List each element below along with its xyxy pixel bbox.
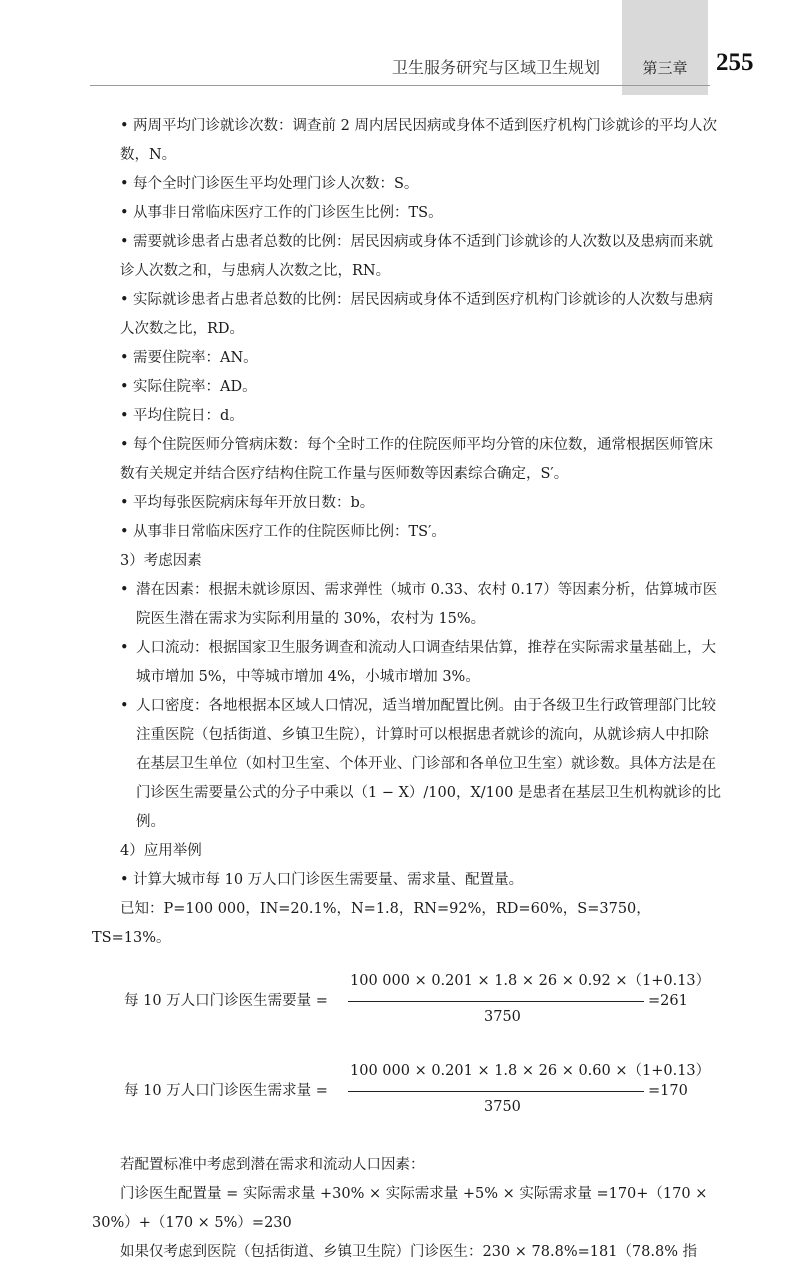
running-title: 卫生服务研究与区域卫生规划 <box>391 58 600 77</box>
list-item: • 潜在因素：根据未就诊原因、需求弹性（城市 0.33、农村 0.17）等因素分析，估算城市医院医生潜在需求为实际利用量的 30%，农村为 15%。 <box>92 576 722 634</box>
page-body <box>92 112 722 1267</box>
list-item: • 实际就诊患者占患者总数的比例：居民因病或身体不适到医疗机构门诊就诊的人次数与患病人次数之比，RD。 <box>92 286 722 344</box>
list-item: • 平均住院日：d。 <box>92 402 722 431</box>
list-item: • 需要住院率：AN。 <box>92 344 722 373</box>
formula-denominator: 3750 <box>484 1009 521 1025</box>
formula-denominator: 3750 <box>484 1099 521 1115</box>
given-values: 已知：P=100 000，IN=20.1%，N=1.8，RN=92%，RD=60%，S=3750，TS=13%。 <box>92 901 651 946</box>
chapter-tab <box>622 0 708 95</box>
page-header <box>0 0 800 95</box>
paragraph: 如果仅考虑到医院（包括街道、乡镇卫生院）门诊医生：230 × 78.8%=181（78.8% 指 <box>120 1244 698 1260</box>
formula-numerator: 100 000 × 0.201 × 1.8 × 26 × 0.92 ×（1+0.13） <box>350 973 711 989</box>
formula-lhs: 每 10 万人口门诊医生需求量 = <box>124 1083 328 1099</box>
formula-numerator: 100 000 × 0.201 × 1.8 × 26 × 0.60 ×（1+0.13） <box>350 1063 711 1079</box>
list-item: • 人口流动：根据国家卫生服务调查和流动人口调查结果估算，推荐在实际需求量基础上，大城市增加 5%，中等城市增加 4%，小城市增加 3%。 <box>92 634 722 692</box>
chapter-label: 第三章 <box>642 59 688 77</box>
formula-need <box>92 967 722 1037</box>
list-item: • 平均每张医院病床每年开放日数：b。 <box>92 489 722 518</box>
section-heading: 4）应用举例 <box>120 843 202 859</box>
paragraph: 若配置标准中考虑到潜在需求和流动人口因素： <box>120 1157 425 1173</box>
paragraph: 门诊医生配置量 = 实际需求量 +30% × 实际需求量 +5% × 实际需求量 =170+（170 × 30%）+（170 × 5%）=230 <box>92 1186 708 1231</box>
list-item: • 计算大城市每 10 万人口门诊医生需要量、需求量、配置量。 <box>92 866 722 895</box>
formula-result: =170 <box>648 1083 688 1099</box>
list-item: • 人口密度：各地根据本区域人口情况，适当增加配置比例。由于各级卫生行政管理部门比较注重医院（包括街道、乡镇卫生院），计算时可以根据患者就诊的流向，从就诊病人中扣除在基层卫生单位（如村卫生室、个体开业、门诊部和各单位卫生室）就诊数。具体方法是在门诊医生需要量公式的分子中乘以（1 − X）/100，X/100 是患者在基层卫生机构就诊的比例。 <box>92 692 722 837</box>
fraction-bar <box>348 1091 644 1092</box>
list-item: • 两周平均门诊就诊次数：调查前 2 周内居民因病或身体不适到医疗机构门诊就诊的平均人次数，N。 <box>92 112 722 170</box>
fraction-bar <box>348 1001 644 1002</box>
section-heading: 3）考虑因素 <box>120 553 202 569</box>
formula-result: =261 <box>648 993 688 1009</box>
formula-demand <box>92 1057 722 1127</box>
header-rule <box>90 85 710 86</box>
list-item: • 需要就诊患者占患者总数的比例：居民因病或身体不适到门诊就诊的人次数以及患病而来就诊人次数之和，与患病人次数之比，RN。 <box>92 228 722 286</box>
list-item: • 每个住院医师分管病床数：每个全时工作的住院医师平均分管的床位数，通常根据医师管床数有关规定并结合医疗结构住院工作量与医师数等因素综合确定，S′。 <box>92 431 722 489</box>
list-item: • 从事非日常临床医疗工作的住院医师比例：TS′。 <box>92 518 722 547</box>
list-item: • 从事非日常临床医疗工作的门诊医生比例：TS。 <box>92 199 722 228</box>
formula-lhs: 每 10 万人口门诊医生需要量 = <box>124 993 328 1009</box>
page-number: 255 <box>716 49 754 76</box>
list-item: • 实际住院率：AD。 <box>92 373 722 402</box>
list-item: • 每个全时门诊医生平均处理门诊人次数：S。 <box>92 170 722 199</box>
